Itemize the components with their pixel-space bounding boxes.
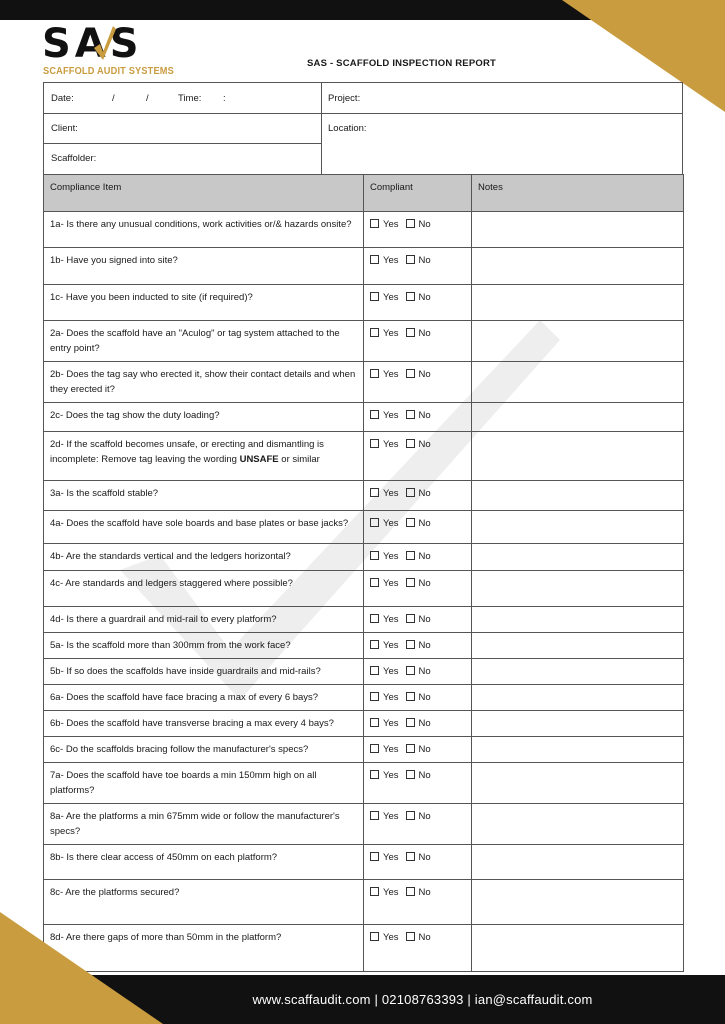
compliant-cell	[364, 737, 472, 763]
notes-cell[interactable]	[472, 737, 684, 763]
compliance-item-text: 1b- Have you signed into site?	[44, 248, 364, 285]
no-checkbox[interactable]	[406, 439, 415, 448]
yes-checkbox[interactable]	[370, 640, 379, 649]
table-row	[44, 845, 684, 880]
compliant-cell	[364, 285, 472, 321]
yes-label: Yes	[383, 410, 399, 421]
compliance-item-text: 4b- Are the standards vertical and the ledgers horizontal?	[44, 544, 364, 571]
notes-cell[interactable]	[472, 659, 684, 685]
notes-cell[interactable]	[472, 607, 684, 633]
compliance-item-text: 2c- Does the tag show the duty loading?	[44, 403, 364, 432]
yes-checkbox[interactable]	[370, 852, 379, 861]
yes-label: Yes	[383, 518, 399, 529]
date-separator: /	[112, 93, 115, 104]
compliance-item-text: 4c- Are standards and ledgers staggered where possible?	[44, 571, 364, 607]
item-text: 2d- If the scaffold becomes unsafe, or erecting and dismantling is incomplete: Remove tag leaving the wording	[50, 439, 324, 465]
no-label: No	[418, 292, 431, 303]
divider	[321, 83, 322, 175]
no-label: No	[418, 255, 431, 266]
no-label: No	[418, 640, 431, 651]
compliance-item-text: 6a- Does the scaffold have face bracing a max of every 6 bays?	[44, 685, 364, 711]
table-row	[44, 285, 684, 321]
yes-checkbox[interactable]	[370, 578, 379, 587]
yes-checkbox[interactable]	[370, 518, 379, 527]
date-label: Date:	[51, 93, 74, 104]
notes-cell[interactable]	[472, 285, 684, 321]
yes-checkbox[interactable]	[370, 369, 379, 378]
table-row	[44, 737, 684, 763]
no-label: No	[418, 488, 431, 499]
column-header-compliance-item: Compliance Item	[44, 175, 364, 212]
compliant-cell	[364, 685, 472, 711]
notes-cell[interactable]	[472, 403, 684, 432]
no-checkbox[interactable]	[406, 852, 415, 861]
table-row	[44, 633, 684, 659]
compliance-item-text: 4d- Is there a guardrail and mid-rail to every platform?	[44, 607, 364, 633]
no-checkbox[interactable]	[406, 614, 415, 623]
no-checkbox[interactable]	[406, 488, 415, 497]
notes-cell[interactable]	[472, 432, 684, 481]
yes-label: Yes	[383, 328, 399, 339]
compliance-item-text: 2b- Does the tag say who erected it, show their contact details and when they erected it?	[44, 362, 364, 403]
yes-label: Yes	[383, 692, 399, 703]
notes-cell[interactable]	[472, 321, 684, 362]
notes-cell[interactable]	[472, 925, 684, 972]
table-row	[44, 571, 684, 607]
yes-checkbox[interactable]	[370, 692, 379, 701]
yes-checkbox[interactable]	[370, 439, 379, 448]
compliance-item-text: 7a- Does the scaffold have toe boards a min 150mm high on all platforms?	[44, 763, 364, 804]
yes-label: Yes	[383, 852, 399, 863]
compliant-cell	[364, 804, 472, 845]
yes-label: Yes	[383, 718, 399, 729]
no-checkbox[interactable]	[406, 328, 415, 337]
compliant-cell	[364, 607, 472, 633]
compliant-cell	[364, 511, 472, 544]
no-checkbox[interactable]	[406, 518, 415, 527]
compliance-table	[43, 174, 684, 972]
yes-label: Yes	[383, 219, 399, 230]
yes-checkbox[interactable]	[370, 718, 379, 727]
yes-checkbox[interactable]	[370, 292, 379, 301]
yes-label: Yes	[383, 770, 399, 781]
yes-checkbox[interactable]	[370, 614, 379, 623]
logo-letters: SAS	[42, 21, 143, 67]
client-label: Client:	[51, 123, 78, 134]
no-checkbox[interactable]	[406, 692, 415, 701]
table-row	[44, 481, 684, 511]
notes-cell[interactable]	[472, 685, 684, 711]
compliant-cell	[364, 571, 472, 607]
notes-cell[interactable]	[472, 711, 684, 737]
no-label: No	[418, 578, 431, 589]
compliance-item-text: 1a- Is there any unusual conditions, work activities or/& hazards onsite?	[44, 212, 364, 248]
table-row	[44, 685, 684, 711]
footer-contact: www.scaffaudit.com | 02108763393 | ian@scaffaudit.com	[252, 992, 593, 1007]
compliance-item-text: 5a- Is the scaffold more than 300mm from the work face?	[44, 633, 364, 659]
table-row	[44, 362, 684, 403]
compliant-cell	[364, 248, 472, 285]
no-label: No	[418, 328, 431, 339]
logo-tagline: SCAFFOLD AUDIT SYSTEMS	[43, 66, 174, 77]
yes-label: Yes	[383, 369, 399, 380]
no-checkbox[interactable]	[406, 640, 415, 649]
yes-label: Yes	[383, 887, 399, 898]
no-label: No	[418, 770, 431, 781]
corner-accent-bottom-left	[0, 912, 163, 1024]
compliant-cell	[364, 403, 472, 432]
notes-cell[interactable]	[472, 763, 684, 804]
no-label: No	[418, 852, 431, 863]
table-row	[44, 711, 684, 737]
yes-label: Yes	[383, 292, 399, 303]
yes-label: Yes	[383, 932, 399, 943]
yes-checkbox[interactable]	[370, 770, 379, 779]
no-checkbox[interactable]	[406, 578, 415, 587]
table-row	[44, 804, 684, 845]
no-checkbox[interactable]	[406, 292, 415, 301]
table-row	[44, 248, 684, 285]
compliance-item-text	[44, 432, 364, 481]
yes-checkbox[interactable]	[370, 255, 379, 264]
time-separator: :	[223, 93, 226, 104]
compliance-item-text: 4a- Does the scaffold have sole boards and base plates or base jacks?	[44, 511, 364, 544]
compliance-item-text: 6c- Do the scaffolds bracing follow the manufacturer's specs?	[44, 737, 364, 763]
compliance-item-text: 5b- If so does the scaffolds have inside guardrails and mid-rails?	[44, 659, 364, 685]
notes-cell[interactable]	[472, 571, 684, 607]
yes-checkbox[interactable]	[370, 811, 379, 820]
yes-label: Yes	[383, 578, 399, 589]
location-label: Location:	[328, 123, 367, 134]
compliance-item-text: 8d- Are there gaps of more than 50mm in the platform?	[44, 925, 364, 972]
yes-label: Yes	[383, 666, 399, 677]
compliance-item-text: 3a- Is the scaffold stable?	[44, 481, 364, 511]
notes-cell[interactable]	[472, 880, 684, 925]
yes-checkbox[interactable]	[370, 410, 379, 419]
yes-checkbox[interactable]	[370, 551, 379, 560]
time-label: Time:	[178, 93, 202, 104]
yes-label: Yes	[383, 255, 399, 266]
notes-cell[interactable]	[472, 248, 684, 285]
no-label: No	[418, 410, 431, 421]
date-separator: /	[146, 93, 149, 104]
table-row	[44, 544, 684, 571]
notes-cell[interactable]	[472, 544, 684, 571]
notes-cell[interactable]	[472, 481, 684, 511]
compliant-cell	[364, 845, 472, 880]
compliant-cell	[364, 880, 472, 925]
compliance-item-text: 2a- Does the scaffold have an "Aculog" or tag system attached to the entry point?	[44, 321, 364, 362]
yes-label: Yes	[383, 640, 399, 651]
no-checkbox[interactable]	[406, 551, 415, 560]
no-label: No	[418, 692, 431, 703]
no-checkbox[interactable]	[406, 770, 415, 779]
yes-label: Yes	[383, 439, 399, 450]
compliant-cell	[364, 544, 472, 571]
compliance-item-text: 8c- Are the platforms secured?	[44, 880, 364, 925]
notes-cell[interactable]	[472, 511, 684, 544]
compliant-cell	[364, 321, 472, 362]
no-checkbox[interactable]	[406, 744, 415, 753]
notes-cell[interactable]	[472, 633, 684, 659]
compliance-item-text: 8b- Is there clear access of 450mm on each platform?	[44, 845, 364, 880]
table-row	[44, 212, 684, 248]
no-label: No	[418, 551, 431, 562]
no-label: No	[418, 718, 431, 729]
no-checkbox[interactable]	[406, 811, 415, 820]
no-checkbox[interactable]	[406, 666, 415, 675]
table-header-row	[44, 175, 684, 212]
yes-checkbox[interactable]	[370, 744, 379, 753]
compliant-cell	[364, 362, 472, 403]
no-label: No	[418, 219, 431, 230]
notes-cell[interactable]	[472, 845, 684, 880]
yes-label: Yes	[383, 551, 399, 562]
item-text: or similar	[278, 454, 320, 465]
no-label: No	[418, 932, 431, 943]
no-checkbox[interactable]	[406, 410, 415, 419]
yes-checkbox[interactable]	[370, 666, 379, 675]
table-row	[44, 659, 684, 685]
column-header-compliant: Compliant	[364, 175, 472, 212]
no-checkbox[interactable]	[406, 369, 415, 378]
yes-checkbox[interactable]	[370, 887, 379, 896]
no-label: No	[418, 887, 431, 898]
yes-checkbox[interactable]	[370, 219, 379, 228]
document-title: SAS - SCAFFOLD INSPECTION REPORT	[307, 58, 497, 69]
yes-checkbox[interactable]	[370, 488, 379, 497]
table-row	[44, 763, 684, 804]
inspection-form	[43, 82, 683, 972]
compliant-cell	[364, 711, 472, 737]
item-emphasis: UNSAFE	[239, 454, 279, 465]
divider	[44, 113, 683, 114]
no-label: No	[418, 614, 431, 625]
compliant-cell	[364, 633, 472, 659]
compliance-item-text: 8a- Are the platforms a min 675mm wide or follow the manufacturer's specs?	[44, 804, 364, 845]
yes-label: Yes	[383, 488, 399, 499]
project-label: Project:	[328, 93, 361, 104]
no-checkbox[interactable]	[406, 932, 415, 941]
compliant-cell	[364, 212, 472, 248]
compliant-cell	[364, 432, 472, 481]
yes-label: Yes	[383, 614, 399, 625]
table-row	[44, 321, 684, 362]
table-row	[44, 511, 684, 544]
notes-cell[interactable]	[472, 212, 684, 248]
compliant-cell	[364, 925, 472, 972]
no-label: No	[418, 518, 431, 529]
column-header-notes: Notes	[472, 175, 684, 212]
info-section	[43, 82, 683, 174]
notes-cell[interactable]	[472, 362, 684, 403]
logo-check-icon	[92, 26, 116, 62]
scaffolder-label: Scaffolder:	[51, 153, 97, 164]
yes-label: Yes	[383, 811, 399, 822]
compliance-item-text: 6b- Does the scaffold have transverse bracing a max every 4 bays?	[44, 711, 364, 737]
compliance-item-text: 1c- Have you been inducted to site (if required)?	[44, 285, 364, 321]
table-row	[44, 432, 684, 481]
no-label: No	[418, 744, 431, 755]
notes-cell[interactable]	[472, 804, 684, 845]
no-label: No	[418, 811, 431, 822]
yes-checkbox[interactable]	[370, 328, 379, 337]
no-label: No	[418, 666, 431, 677]
no-checkbox[interactable]	[406, 255, 415, 264]
no-label: No	[418, 439, 431, 450]
no-label: No	[418, 369, 431, 380]
no-checkbox[interactable]	[406, 219, 415, 228]
no-checkbox[interactable]	[406, 887, 415, 896]
table-row	[44, 403, 684, 432]
yes-checkbox[interactable]	[370, 932, 379, 941]
divider	[44, 143, 321, 144]
compliant-cell	[364, 659, 472, 685]
company-logo	[42, 21, 174, 80]
no-checkbox[interactable]	[406, 718, 415, 727]
compliant-cell	[364, 763, 472, 804]
yes-label: Yes	[383, 744, 399, 755]
compliant-cell	[364, 481, 472, 511]
table-row	[44, 607, 684, 633]
